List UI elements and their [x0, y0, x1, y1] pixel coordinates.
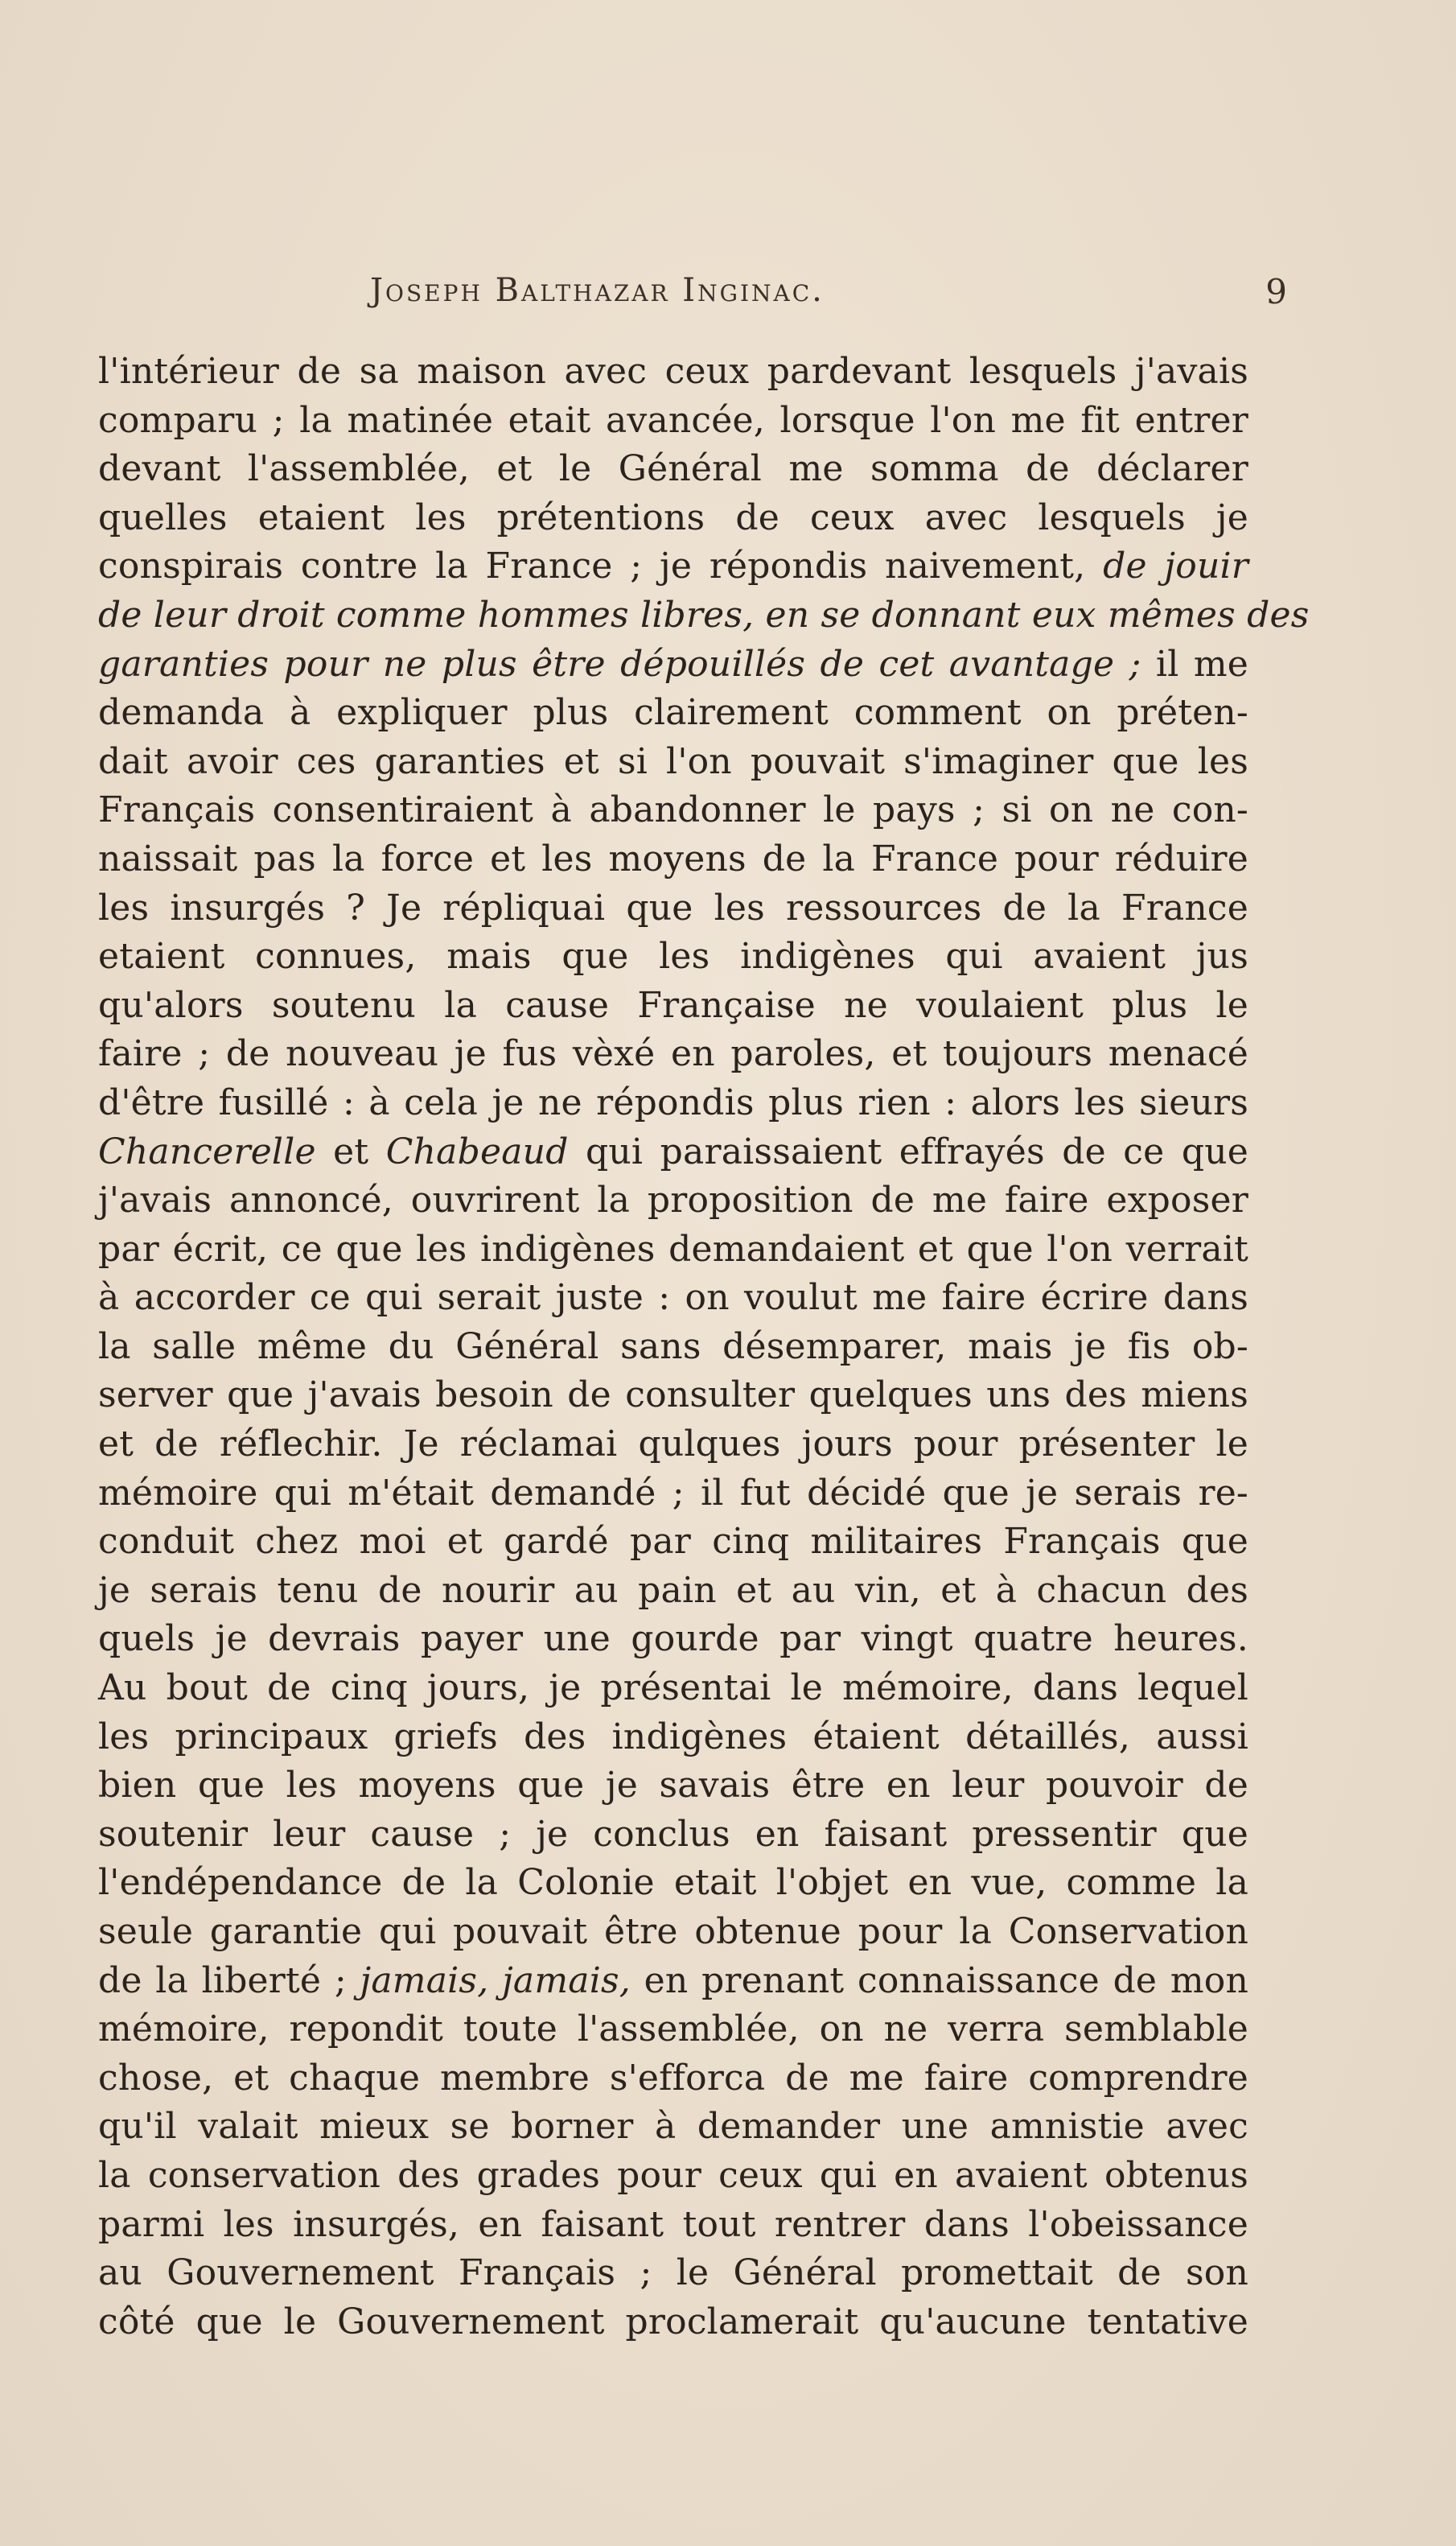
page-header: [370, 272, 1287, 320]
text-line: server que j'avais besoin de consulter quelques uns des miens: [98, 1374, 1248, 1416]
text-line: bien que les moyens que je savais être en leur pouvoir de: [98, 1765, 1248, 1807]
text-line: je serais tenu de nourir au pain et au vin, et à chacun des: [98, 1569, 1248, 1611]
text-line: j'avais annoncé, ouvrirent la proposition de me faire exposer: [98, 1180, 1248, 1222]
text-line: et de réflechir. Je réclamai qulques jours pour présenter le: [98, 1423, 1248, 1465]
text-line: chose, et chaque membre s'efforca de me faire comprendre: [98, 2057, 1248, 2099]
running-title: Joseph Balthazar Inginac.: [370, 272, 825, 309]
text-line: soutenir leur cause ; je conclus en faisant pressentir que: [98, 1813, 1248, 1855]
text-line: quelles etaient les prétentions de ceux avec lesquels je: [98, 496, 1248, 538]
text-line: la conservation des grades pour ceux qui en avaient obtenus: [98, 2154, 1248, 2196]
text-line: demanda à expliquer plus clairement comment on préten-: [98, 692, 1248, 734]
text-line: comparu ; la matinée etait avancée, lorsque l'on me fit entrer: [98, 399, 1248, 441]
text-line: l'endépendance de la Colonie etait l'objet en vue, comme la: [98, 1862, 1248, 1904]
text-line: faire ; de nouveau je fus vèxé en paroles, et toujours menacé: [98, 1033, 1248, 1075]
text-line: côté que le Gouvernement proclamerait qu'aucune tentative: [98, 2301, 1248, 2342]
text-line: conduit chez moi et gardé par cinq militaires Français que: [98, 1521, 1248, 1563]
text-line: d'être fusillé : à cela je ne répondis plus rien : alors les sieurs: [98, 1081, 1248, 1123]
text-line: par écrit, ce que les indigènes demandaient et que l'on verrait: [98, 1228, 1248, 1270]
text-line: de leur droit comme hommes libres, en se donnant eux mêmes des: [98, 594, 1310, 636]
text-line: au Gouvernement Français ; le Général promettait de son: [98, 2252, 1248, 2294]
text-line: parmi les insurgés, en faisant tout rentrer dans l'obeissance: [98, 2203, 1248, 2245]
text-line: seule garantie qui pouvait être obtenue pour la Conservation: [98, 1911, 1248, 1952]
text-line: Chancerelle et Chabeaud qui paraissaient effrayés de ce que: [98, 1131, 1248, 1172]
text-line: la salle même du Général sans désemparer, mais je fis ob-: [98, 1325, 1248, 1367]
text-line: qu'alors soutenu la cause Française ne voulaient plus le: [98, 984, 1248, 1026]
text-line: mémoire qui m'était demandé ; il fut décidé que je serais re-: [98, 1472, 1248, 1514]
text-line: les principaux griefs des indigènes étaient détaillés, aussi: [98, 1716, 1248, 1757]
text-line: etaient connues, mais que les indigènes qui avaient jus: [98, 936, 1248, 978]
text-line: les insurgés ? Je répliquai que les ressources de la France: [98, 887, 1248, 929]
text-line: quels je devrais payer une gourde par vingt quatre heures.: [98, 1618, 1248, 1660]
text-line: l'intérieur de sa maison avec ceux pardevant lesquels j'avais: [98, 351, 1248, 392]
text-line: de la liberté ; jamais, jamais, en prenant connaissance de mon: [98, 1959, 1248, 2001]
text-line: garanties pour ne plus être dépouillés de cet avantage ; il me: [98, 643, 1248, 685]
text-line: mémoire, repondit toute l'assemblée, on ne verra semblable: [98, 2008, 1248, 2050]
text-line: devant l'assemblée, et le Général me somma de déclarer: [98, 448, 1248, 490]
text-line: Français consentiraient à abandonner le pays ; si on ne con-: [98, 789, 1248, 831]
text-line: dait avoir ces garanties et si l'on pouvait s'imaginer que les: [98, 740, 1248, 782]
body-text: [98, 348, 1310, 2346]
text-line: qu'il valait mieux se borner à demander une amnistie avec: [98, 2106, 1248, 2148]
text-line: Au bout de cinq jours, je présentai le mémoire, dans lequel: [98, 1667, 1248, 1709]
page-number: 9: [1265, 272, 1287, 311]
text-line: à accorder ce qui serait juste : on voulut me faire écrire dans: [98, 1277, 1248, 1319]
text-line: conspirais contre la France ; je répondis naivement, de jouir: [98, 546, 1248, 587]
text-line: naissait pas la force et les moyens de la France pour réduire: [98, 838, 1248, 880]
